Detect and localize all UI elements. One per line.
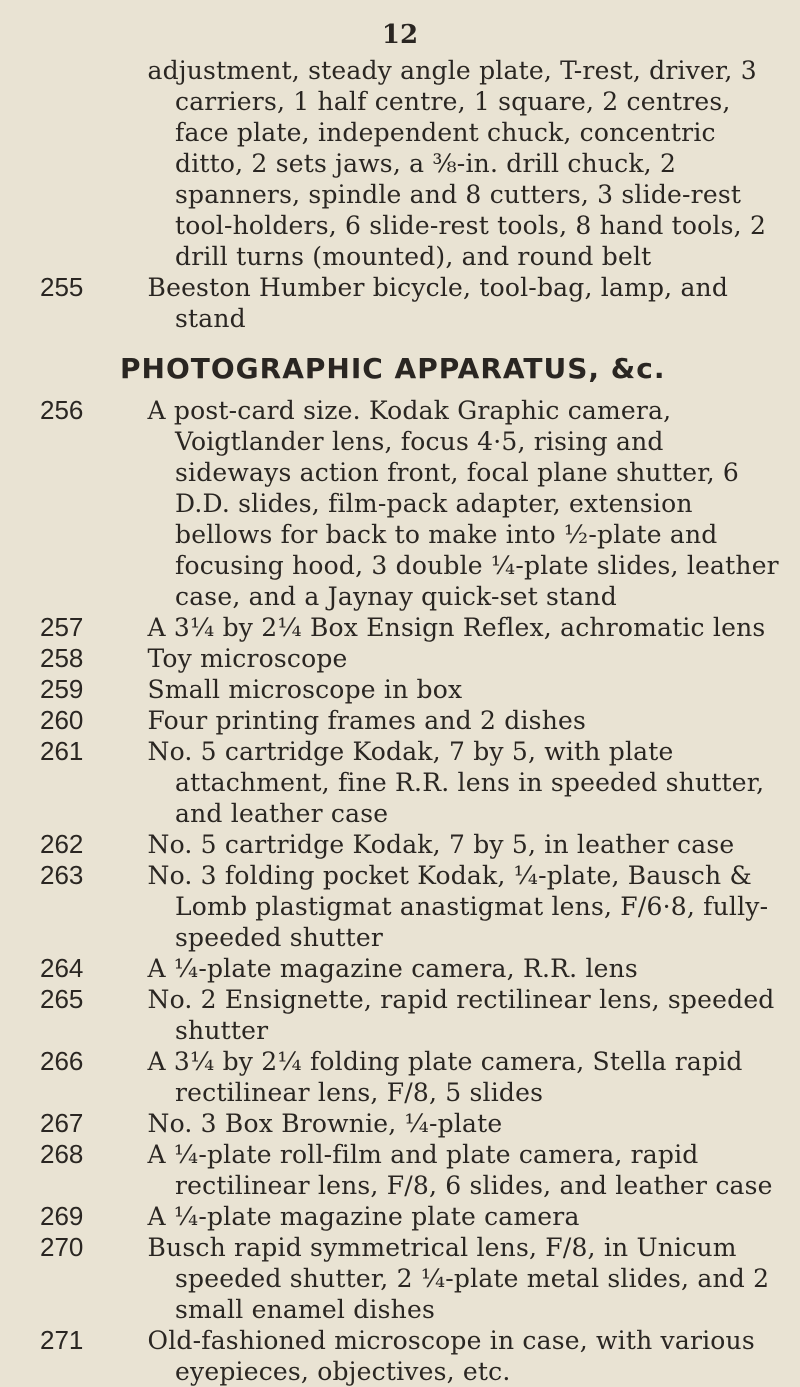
- lot-number: 270: [40, 1232, 84, 1262]
- lot-number: 263: [40, 860, 84, 890]
- lot-number: 255: [40, 272, 84, 302]
- lot-number: 261: [40, 736, 84, 766]
- lot-entry: [40, 1108, 780, 1139]
- lot-number: 258: [40, 643, 84, 673]
- lot-description: No. 5 cartridge Kodak, 7 by 5, in leather case: [147, 830, 735, 859]
- page-number: 12: [381, 20, 419, 50]
- lot-description: Old-fashioned microscope in case, with various eyepieces, objectives, etc.: [147, 1326, 755, 1386]
- lot-entry: [40, 984, 780, 1046]
- lot-description: A ¼-plate magazine plate camera: [147, 1202, 580, 1231]
- lot-description: Toy microscope: [147, 644, 348, 673]
- lot-entry: [40, 829, 780, 860]
- lot-number: 269: [40, 1201, 84, 1231]
- lot-number: 260: [40, 705, 84, 735]
- lot-list: [40, 272, 780, 334]
- lot-number: 262: [40, 829, 84, 859]
- lot-entry: [40, 705, 780, 736]
- lot-number: 256: [40, 395, 84, 425]
- lot-entry: [40, 674, 780, 705]
- lot-description: adjustment, steady angle plate, T-rest, driver, 3 carriers, 1 half centre, 1 square, 2 centres, face plate, independent chuck, concentric ditto, 2 sets jaws, a ⅜-in. drill chuck, 2 spanners, spindle and 8 cutters, 3 slide-rest tool-holders, 6 slide-rest tools, 8 hand tools, 2 drill turns (mounted), and round belt: [147, 56, 767, 271]
- lot-description: A 3¼ by 2¼ Box Ensign Reflex, achromatic lens: [147, 613, 766, 642]
- lot-description: A post-card size. Kodak Graphic camera, Voigtlander lens, focus 4·5, rising and sideways action front, focal plane shutter, 6 D.D. slides, film-pack adapter, extension bellows for back to make into ½-plate and focusing hood, 3 double ¼-plate slides, leather case, and a Jaynay quick-set stand: [147, 396, 779, 611]
- lot-entry: [40, 1139, 780, 1201]
- lot-description: No. 5 cartridge Kodak, 7 by 5, with plate attachment, fine R.R. lens in speeded shutter, and leather case: [147, 737, 765, 828]
- lot-entry: [40, 736, 780, 829]
- lot-entry: [40, 395, 780, 612]
- lot-entry: [40, 1325, 780, 1387]
- lot-entry: [40, 643, 780, 674]
- lot-entry: [40, 860, 780, 953]
- lot-number: 265: [40, 984, 84, 1014]
- lot-description: No. 2 Ensignette, rapid rectilinear lens, speeded shutter: [147, 985, 775, 1045]
- lot-number: 257: [40, 612, 84, 642]
- lot-continuation: [40, 55, 780, 272]
- lot-description: Beeston Humber bicycle, tool-bag, lamp, and stand: [147, 273, 729, 333]
- lot-description: Four printing frames and 2 dishes: [147, 706, 587, 735]
- lot-description: A ¼-plate magazine camera, R.R. lens: [147, 954, 638, 983]
- catalogue-page: [40, 55, 780, 1387]
- lot-description: No. 3 Box Brownie, ¼-plate: [147, 1109, 503, 1138]
- lot-description: No. 3 folding pocket Kodak, ¼-plate, Bausch & Lomb plastigmat anastigmat lens, F/6·8, fully-speeded shutter: [147, 861, 769, 952]
- lot-entry: [40, 1046, 780, 1108]
- lot-description: A 3¼ by 2¼ folding plate camera, Stella rapid rectilinear lens, F/8, 5 slides: [147, 1047, 743, 1107]
- lot-entry: [40, 1232, 780, 1325]
- lot-description: A ¼-plate roll-film and plate camera, rapid rectilinear lens, F/8, 6 slides, and leather case: [147, 1140, 773, 1200]
- lot-number: 268: [40, 1139, 84, 1169]
- lot-number: 266: [40, 1046, 84, 1076]
- lot-number: [40, 55, 120, 272]
- lot-number: 264: [40, 953, 84, 983]
- lot-description: Small microscope in box: [147, 675, 463, 704]
- section-heading: PHOTOGRAPHIC APPARATUS, &c.: [120, 352, 666, 385]
- lot-number: 267: [40, 1108, 84, 1138]
- lot-entry: [40, 1201, 780, 1232]
- lot-number: 271: [40, 1325, 84, 1355]
- lot-entry: [40, 272, 780, 334]
- lot-number: 259: [40, 674, 84, 704]
- lot-entry: [40, 612, 780, 643]
- lot-entry: [40, 953, 780, 984]
- lot-description: Busch rapid symmetrical lens, F/8, in Unicum speeded shutter, 2 ¼-plate metal slides, and 2 small enamel dishes: [147, 1233, 770, 1324]
- lot-list: [40, 395, 780, 1387]
